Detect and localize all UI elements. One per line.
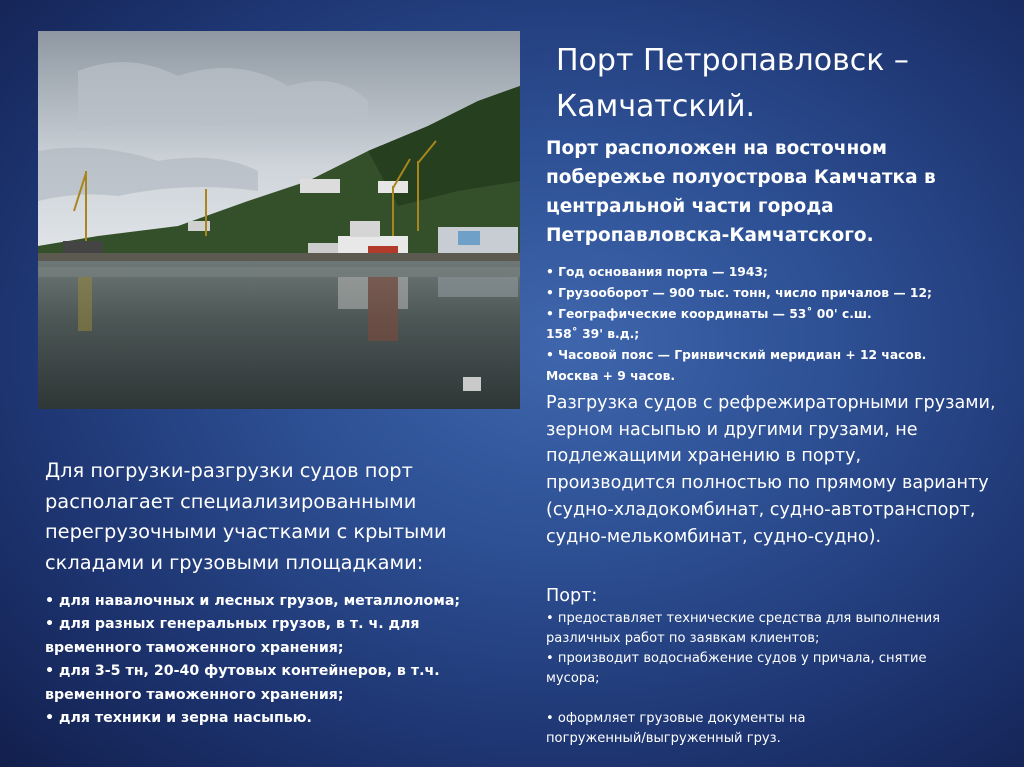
fact-item: • Географические координаты — 53˚ 00' с.ш. 158˚ 39' в.д.; [546, 306, 872, 342]
task-spacer [546, 689, 996, 709]
task-item: • оформляет грузовые документы на погруженный/выгруженный груз. [546, 711, 806, 746]
facts-list [546, 262, 996, 387]
port-label: Порт: [546, 586, 598, 606]
task-item: • предоставляет технические средства для выполнения различных работ по заявкам клиентов; [546, 611, 941, 646]
fact-item: • Грузооборот — 900 тыс. тонн, число причалов — 12; [546, 285, 932, 300]
bullet-item: • для техники и зерна насыпью. [45, 710, 312, 727]
task-item: • производит водоснабжение судов у причала, снятие мусора; [546, 651, 927, 686]
left-paragraph: Для погрузки-разгрузки судов порт располагает специализированными перегрузочными участками с крытыми складами и грузовыми площадками: [45, 459, 447, 574]
bullet-item: • для 3-5 тн, 20-40 футовых контейнеров, в т.ч. временного таможенного хранения; [45, 663, 440, 703]
title-line-2: Камчатский. [556, 89, 756, 124]
handling-paragraph: Разгрузка судов с рефрежираторными грузами, зерном насыпью и другими грузами, не подлежащими хранению в порту, производится полностью по прямому варианту (судно-хладокомбинат, судно-автотранспорт, судно-мелькомбинат, судно-судно). [546, 393, 996, 547]
slide-title [556, 38, 996, 130]
fact-item: • Часовой пояс — Гринвичский меридиан + 12 часов. Москва + 9 часов. [546, 348, 927, 383]
title-line-1: Порт Петропавловск – [556, 43, 909, 78]
intro-paragraph: Порт расположен на восточном побережье полуострова Камчатка в центральной части города Петропавловска-Камчатского. [546, 138, 936, 246]
bullet-item: • для навалочных и лесных грузов, металлолома; [45, 593, 461, 609]
left-bullets-list [45, 590, 515, 730]
port-photo [38, 31, 520, 409]
port-tasks-list [546, 609, 996, 749]
fact-item: • Год основания порта — 1943; [546, 265, 768, 279]
bullet-item: • для разных генеральных грузов, в т. ч. для временного таможенного хранения; [45, 616, 420, 656]
